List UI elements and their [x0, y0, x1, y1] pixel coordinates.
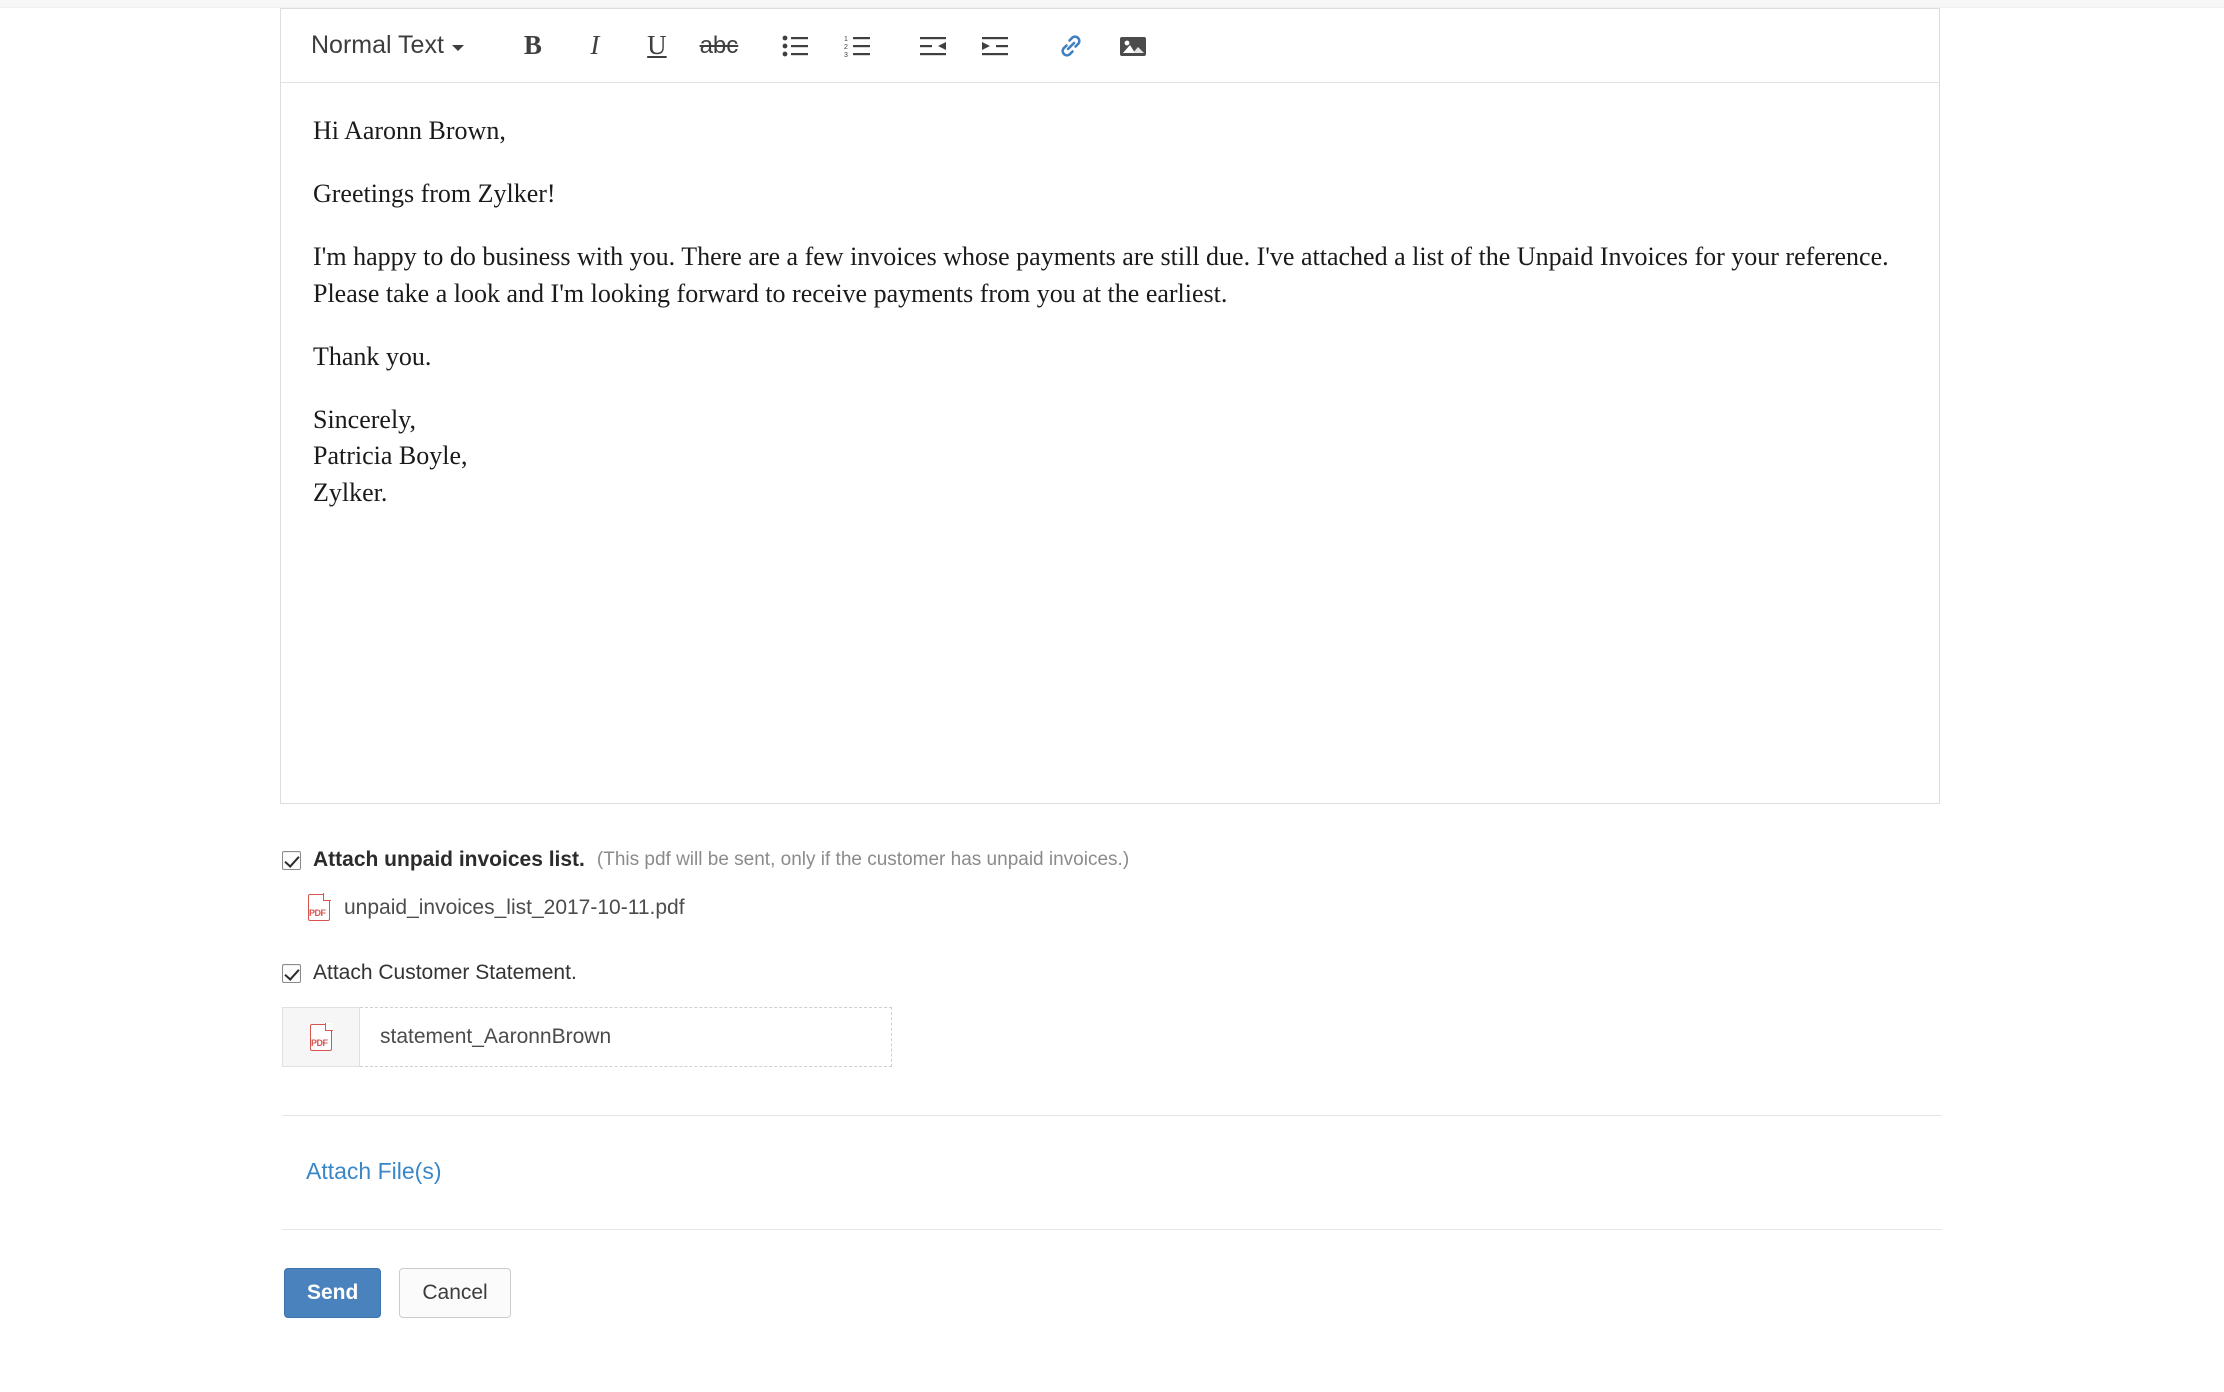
indent-icon[interactable] [970, 23, 1020, 69]
outdent-icon[interactable] [908, 23, 958, 69]
actions-divider [282, 1229, 1942, 1230]
attach-unpaid-invoices-label: Attach unpaid invoices list. [313, 848, 585, 871]
link-icon[interactable] [1046, 23, 1096, 69]
text-style-dropdown[interactable] [305, 27, 470, 64]
image-icon[interactable] [1108, 23, 1158, 69]
attach-customer-statement-checkbox[interactable] [282, 964, 301, 983]
email-signature [313, 402, 1907, 513]
email-thanks: Thank you. [313, 341, 432, 371]
pdf-file-icon: PDF [282, 1007, 360, 1067]
unpaid-invoices-file-name: unpaid_invoices_list_2017-10-11.pdf [344, 895, 685, 919]
email-greeting: Hi Aaronn Brown, [313, 116, 506, 145]
attach-unpaid-invoices-row[interactable] [282, 848, 1940, 872]
compose-email-panel [280, 8, 1940, 1318]
attach-unpaid-invoices-checkbox[interactable] [282, 851, 301, 870]
bulleted-list-icon[interactable] [770, 23, 820, 69]
svg-text:3: 3 [843, 51, 848, 57]
section-divider [282, 1115, 1942, 1116]
send-button[interactable]: Send [284, 1268, 381, 1318]
top-strip [0, 0, 2224, 8]
attach-files-link[interactable]: Attach File(s) [306, 1158, 442, 1184]
email-sender-name: Patricia Boyle, [313, 441, 468, 471]
email-paragraph: I'm happy to do business with you. There are a few invoices whose payments are still due. I've attached a list of the Unpaid Invoices for your reference. Please take a look and I'm looking forward to receive payments from you at the earliest. [313, 241, 1889, 308]
underline-button[interactable]: U [647, 30, 667, 60]
strikethrough-button[interactable]: abc [699, 31, 739, 59]
chevron-down-icon [452, 45, 464, 51]
attach-unpaid-invoices-hint: (This pdf will be sent, only if the customer has unpaid invoices.) [596, 849, 1130, 870]
customer-statement-file-name: statement_AaronnBrown [360, 1007, 892, 1067]
customer-statement-file[interactable] [282, 1007, 892, 1067]
italic-button[interactable]: I [590, 30, 600, 60]
attachments-section [280, 848, 1940, 1318]
cancel-button[interactable]: Cancel [399, 1268, 510, 1318]
email-sender-company: Zylker. [313, 478, 388, 508]
rich-text-editor [280, 8, 1940, 804]
svg-text:2: 2 [843, 43, 848, 51]
email-sign-off: Sincerely, [313, 404, 416, 434]
svg-text:1: 1 [843, 35, 848, 43]
form-actions [284, 1268, 1940, 1318]
email-body[interactable] [281, 83, 1939, 803]
pdf-file-icon: PDF [308, 894, 330, 921]
bold-button[interactable]: B [523, 30, 542, 60]
numbered-list-icon[interactable] [832, 23, 882, 69]
editor-toolbar [281, 9, 1939, 83]
unpaid-invoices-file[interactable] [308, 894, 1940, 921]
attach-customer-statement-label: Attach Customer Statement. [313, 961, 577, 984]
email-intro: Greetings from Zylker! [313, 178, 556, 208]
attach-customer-statement-row[interactable] [282, 961, 1940, 985]
text-style-label: Normal Text [311, 31, 444, 59]
